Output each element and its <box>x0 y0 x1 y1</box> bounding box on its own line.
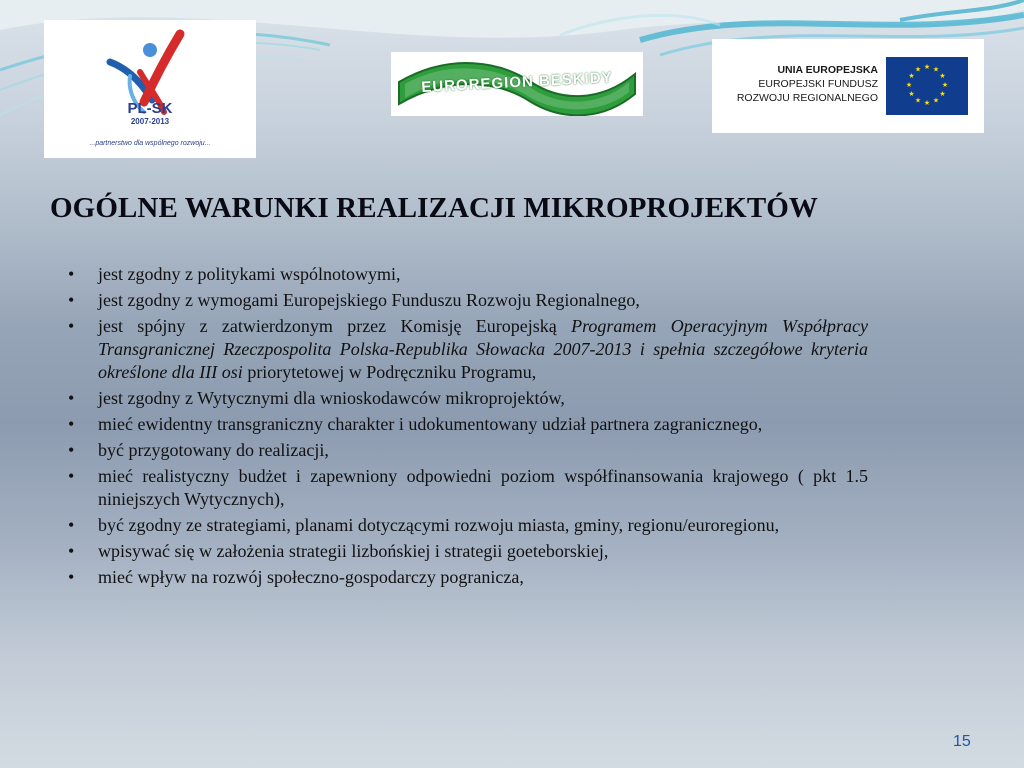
bullet: • <box>68 388 75 408</box>
svg-text:★: ★ <box>923 99 931 107</box>
bullet: • <box>68 290 75 310</box>
bullet: • <box>68 316 75 336</box>
svg-text:★: ★ <box>941 81 949 89</box>
list-item <box>68 514 868 537</box>
item-text: priorytetowej w Podręczniku Programu, <box>242 362 537 382</box>
eu-flag-icon <box>886 57 968 115</box>
conditions-list <box>68 263 868 592</box>
item-text: wpisywać się w założenia strategii lizbońskiej i strategii goeteborskiej, <box>98 541 609 561</box>
list-item <box>68 465 868 511</box>
item-text: jest spójny z zatwierdzonym przez Komisję Europejską <box>98 316 572 336</box>
list-item <box>68 439 868 462</box>
list-item <box>68 387 868 410</box>
euroregion-text: EUROREGION BESKIDY <box>420 69 613 96</box>
svg-text:★: ★ <box>939 72 946 80</box>
item-text: jest zgodny z politykami wspólnotowymi, <box>98 264 401 284</box>
plsk-figure-icon <box>44 20 256 158</box>
svg-text:★: ★ <box>905 81 913 89</box>
list-item <box>68 413 868 436</box>
svg-text:★: ★ <box>908 72 915 80</box>
svg-text:★: ★ <box>908 90 915 98</box>
list-item <box>68 540 868 563</box>
item-text: jest zgodny z Wytycznymi dla wnioskodawców mikroprojektów, <box>98 388 565 408</box>
svg-text:★: ★ <box>914 96 922 105</box>
bullet: • <box>68 466 75 486</box>
plsk-logo <box>44 20 256 158</box>
eu-fund-logo <box>712 39 984 133</box>
bullet: • <box>68 567 75 587</box>
item-text-italic: Programem Operacyjnym Współpracy Transgranicznej Rzeczpospolita Polska-Republika Słowacka 2007-2013 i spełnia szczegółowe kryteria określone dla III osi <box>98 316 868 382</box>
eu-line-2: EUROPEJSKI FUNDUSZ <box>758 78 878 90</box>
eu-line-3: ROZWOJU REGIONALNEGO <box>736 92 878 104</box>
bullet: • <box>68 264 75 284</box>
svg-text:★: ★ <box>914 65 922 74</box>
list-item <box>68 263 868 286</box>
plsk-tagline: ...partnerstwo dla wspólnego rozwoju... <box>89 140 211 147</box>
bullet: • <box>68 440 75 460</box>
bullet: • <box>68 541 75 561</box>
page-number: 15 <box>953 733 971 750</box>
item-text: być przygotowany do realizacji, <box>98 440 329 460</box>
list-item <box>68 566 868 589</box>
item-text: jest zgodny z wymogami Europejskiego Funduszu Rozwoju Regionalnego, <box>98 290 640 310</box>
slide-title: OGÓLNE WARUNKI REALIZACJI MIKROPROJEKTÓW <box>50 192 819 224</box>
svg-text:★: ★ <box>932 65 940 74</box>
bullet: • <box>68 414 75 434</box>
eu-text <box>728 63 878 105</box>
list-item <box>68 289 868 312</box>
euroregion-beskidy-logo <box>391 52 643 116</box>
svg-text:★: ★ <box>923 63 931 71</box>
item-text: być zgodny ze strategiami, planami dotyczącymi rozwoju miasta, gminy, regionu/euroregionu, <box>98 515 780 535</box>
eu-line-1: UNIA EUROPEJSKA <box>777 64 878 76</box>
item-text: mieć realistyczny budżet i zapewniony odpowiedni poziom współfinansowania krajowego ( pkt 1.5 niniejszych Wytycznych), <box>98 466 868 509</box>
plsk-title: PL-SK <box>127 100 173 117</box>
svg-text:★: ★ <box>939 90 946 98</box>
svg-text:★: ★ <box>932 96 940 105</box>
list-item <box>68 315 868 384</box>
item-text: mieć ewidentny transgraniczny charakter i udokumentowany udział partnera zagranicznego, <box>98 414 763 434</box>
item-text: mieć wpływ na rozwój społeczno-gospodarczy pogranicza, <box>98 567 524 587</box>
bullet: • <box>68 515 75 535</box>
eu-stars-icon <box>886 57 968 115</box>
plsk-years: 2007-2013 <box>130 117 170 126</box>
